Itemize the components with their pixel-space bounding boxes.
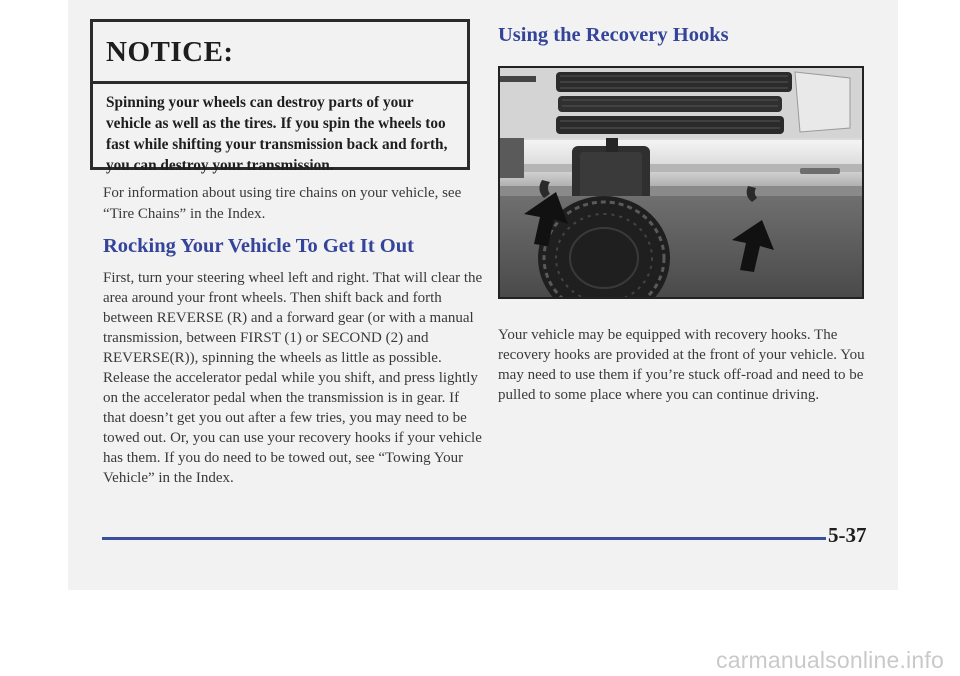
notice-heading: NOTICE: (93, 22, 467, 84)
notice-body: Spinning your wheels can destroy parts of your vehicle as well as the tires. If you spin the wheels too fast while shifting your transmission back and forth, you can destroy your transmission. (106, 94, 448, 174)
rocking-section-body: First, turn your steering wheel left and right. That will clear the area around your front wheels. Then shift back and forth between REVERSE (R) and a forward gear (or with a manual transmission, between FIRST (1) or SECOND (2) and REVERSE(R)), spinning the wheels as little as possible. Release the accelerator pedal while you shift, and press lightly on the accelerator pedal when the transmission is in gear. If that doesn’t get you out after a few tries, you may need to be towed out. Or, you can use your recovery hooks if your vehicle has them. If you do need to be towed out, see “Towing Your Vehicle” in the Index. (103, 270, 483, 486)
recovery-hooks-title: Using the Recovery Hooks (498, 24, 729, 46)
footer-rule (102, 537, 826, 540)
page-number: 5-37 (828, 523, 867, 547)
recovery-hooks-body: Your vehicle may be equipped with recovery hooks. The recovery hooks are provided at the front of your vehicle. You may need to use them if you’re stuck off-road and need to be pulled to some place where you can continue driving. (498, 327, 865, 403)
recovery-hooks-photo (498, 66, 864, 299)
rocking-section-title: Rocking Your Vehicle To Get It Out (103, 235, 414, 257)
watermark[interactable]: carmanualsonline.info (716, 647, 944, 673)
tire-chains-reference: For information about using tire chains on your vehicle, see “Tire Chains” in the Index. (103, 185, 462, 222)
grille (556, 72, 792, 134)
notice-box (90, 19, 470, 174)
